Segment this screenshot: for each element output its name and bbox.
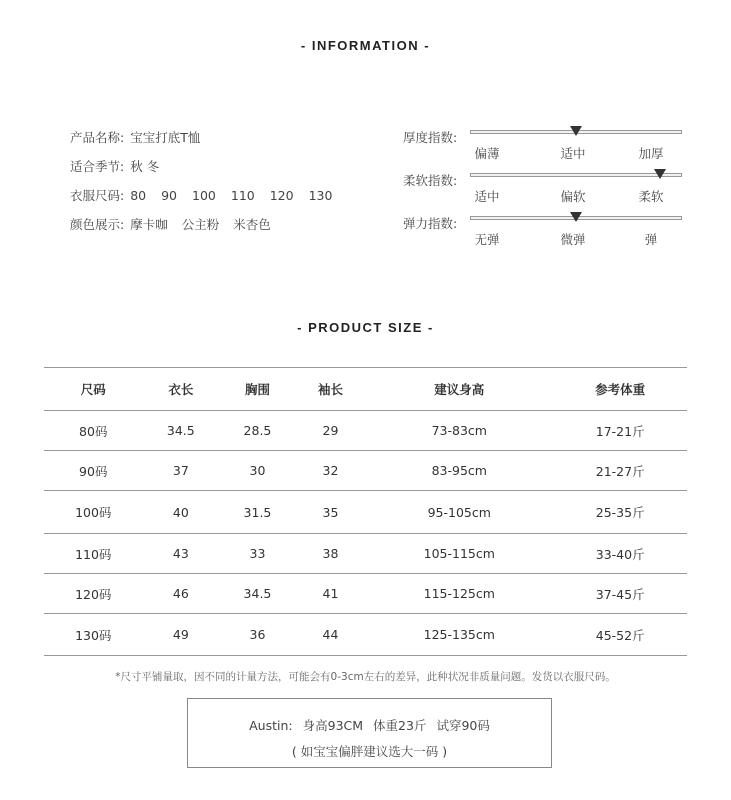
table-header-row <box>44 368 687 411</box>
thickness-tick: 适中 <box>560 146 586 161</box>
elasticity-tick: 无弹 <box>474 232 500 247</box>
model-example-box <box>187 698 552 768</box>
model-size: 试穿90码 <box>436 718 490 733</box>
size-option: 110 <box>230 188 255 203</box>
table-cell: 110码 <box>44 534 143 574</box>
color-option: 摩卡咖 <box>130 217 168 232</box>
size-option: 80 <box>130 188 147 203</box>
table-cell: 36 <box>219 614 296 656</box>
table-cell: 37 <box>143 451 220 491</box>
table-row <box>44 411 687 451</box>
thickness-tick: 偏薄 <box>474 146 500 161</box>
table-cell: 44 <box>296 614 365 656</box>
table-cell: 25-35斤 <box>553 491 687 534</box>
column-header: 尺码 <box>44 368 143 411</box>
size-option: 90 <box>161 188 178 203</box>
table-cell: 43 <box>143 534 220 574</box>
table-row <box>44 614 687 656</box>
thickness-marker-icon <box>570 126 582 136</box>
thickness-bar <box>470 130 682 134</box>
elasticity-bar <box>470 216 682 220</box>
measurement-note: *尺寸平铺量取，因不同的计量方法，可能会有0-3cm左右的差异，此种状况非质量问题。发货以衣服尺码。 <box>115 671 616 683</box>
table-row <box>44 574 687 614</box>
table-cell: 95-105cm <box>365 491 553 534</box>
size-list <box>130 186 347 206</box>
table-cell: 38 <box>296 534 365 574</box>
softness-label: 柔软指数: <box>403 173 458 188</box>
table-cell: 100码 <box>44 491 143 534</box>
size-table <box>44 367 687 656</box>
table-cell: 34.5 <box>143 411 220 451</box>
column-header: 衣长 <box>143 368 220 411</box>
column-header: 胸围 <box>219 368 296 411</box>
product-name-label: 产品名称: <box>70 130 125 145</box>
elasticity-tick: 弹 <box>644 232 658 247</box>
table-cell: 31.5 <box>219 491 296 534</box>
color-option: 公主粉 <box>181 217 220 232</box>
table-cell: 34.5 <box>219 574 296 614</box>
softness-marker-icon <box>654 169 666 179</box>
elasticity-marker-icon <box>570 212 582 222</box>
table-cell: 17-21斤 <box>553 411 687 451</box>
size-row <box>70 186 347 215</box>
table-cell: 33-40斤 <box>553 534 687 574</box>
size-option: 100 <box>192 188 216 203</box>
table-cell: 125-135cm <box>365 614 553 656</box>
size-advice: ( 如宝宝偏胖建议选大一码 ) <box>291 744 448 759</box>
elasticity-tick: 微弹 <box>560 232 586 247</box>
color-list <box>130 215 285 235</box>
softness-tick: 偏软 <box>560 189 586 204</box>
table-row <box>44 491 687 534</box>
column-header: 建议身高 <box>365 368 553 411</box>
size-option: 120 <box>269 188 294 203</box>
table-cell: 90码 <box>44 451 143 491</box>
season-label: 适合季节: <box>70 159 125 174</box>
column-header: 参考体重 <box>553 368 687 411</box>
color-label: 颜色展示: <box>70 217 125 232</box>
table-cell: 83-95cm <box>365 451 553 491</box>
softness-tick: 柔软 <box>638 189 664 204</box>
size-label: 衣服尺码: <box>70 188 125 203</box>
product-name-value: 宝宝打底T恤 <box>130 130 201 145</box>
table-row <box>44 534 687 574</box>
table-cell: 30 <box>219 451 296 491</box>
model-height: 身高93CM <box>302 718 364 733</box>
table-cell: 28.5 <box>219 411 296 451</box>
table-cell: 37-45斤 <box>553 574 687 614</box>
table-cell: 29 <box>296 411 365 451</box>
model-weight: 体重23斤 <box>373 718 427 733</box>
information-title: - INFORMATION - <box>300 38 431 53</box>
model-stats <box>188 716 551 734</box>
table-cell: 40 <box>143 491 220 534</box>
product-info <box>70 128 347 244</box>
table-cell: 41 <box>296 574 365 614</box>
table-cell: 35 <box>296 491 365 534</box>
table-cell: 49 <box>143 614 220 656</box>
color-row <box>70 215 347 244</box>
product-name-row <box>70 128 347 157</box>
table-cell: 21-27斤 <box>553 451 687 491</box>
elasticity-label: 弹力指数: <box>403 216 458 231</box>
table-cell: 80码 <box>44 411 143 451</box>
model-name: Austin: <box>249 718 293 733</box>
table-cell: 73-83cm <box>365 411 553 451</box>
size-option: 130 <box>308 188 333 203</box>
product-size-title: - PRODUCT SIZE - <box>297 320 434 335</box>
softness-bar <box>470 173 682 177</box>
table-cell: 45-52斤 <box>553 614 687 656</box>
column-header: 袖长 <box>296 368 365 411</box>
table-cell: 46 <box>143 574 220 614</box>
table-cell: 130码 <box>44 614 143 656</box>
softness-tick: 适中 <box>474 189 500 204</box>
table-cell: 115-125cm <box>365 574 553 614</box>
thickness-tick: 加厚 <box>638 146 664 161</box>
table-cell: 105-115cm <box>365 534 553 574</box>
table-cell: 32 <box>296 451 365 491</box>
color-option: 米杏色 <box>233 217 271 232</box>
table-cell: 120码 <box>44 574 143 614</box>
season-value: 秋 冬 <box>130 159 160 174</box>
table-row <box>44 451 687 491</box>
table-cell: 33 <box>219 534 296 574</box>
season-row <box>70 157 347 186</box>
thickness-label: 厚度指数: <box>403 130 458 145</box>
